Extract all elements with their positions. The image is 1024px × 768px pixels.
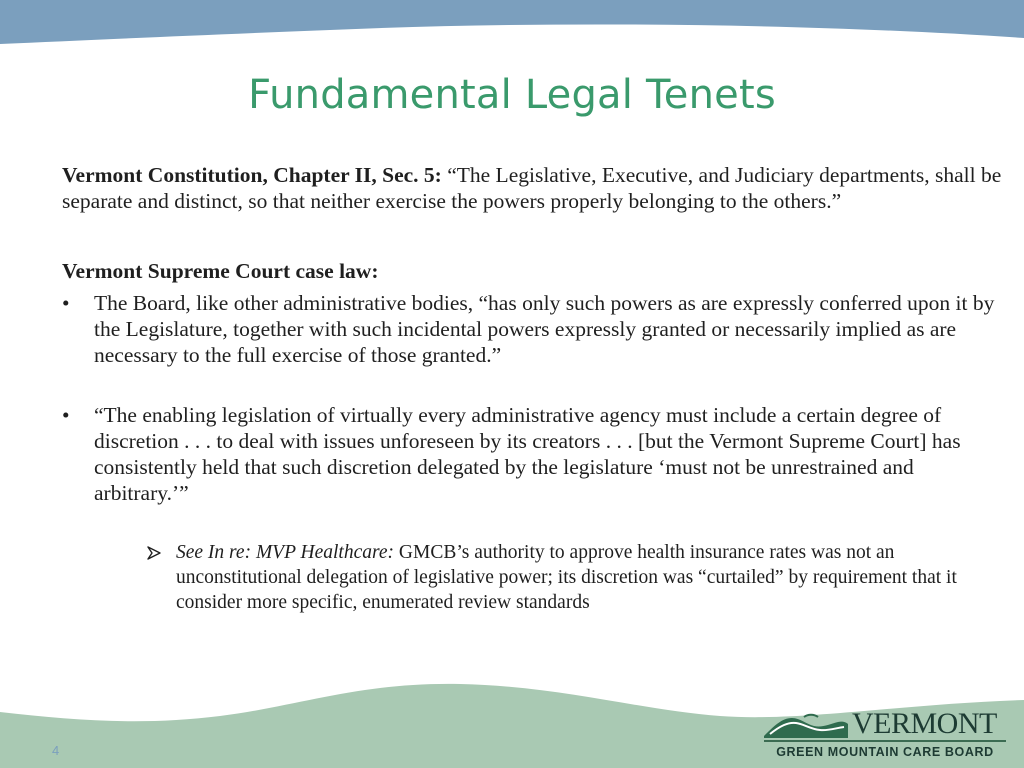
case-law-heading: Vermont Supreme Court case law:	[62, 259, 379, 283]
bullet-marker: •	[62, 291, 70, 315]
page-number: 4	[52, 743, 60, 758]
sub-bullet-item	[146, 540, 1007, 615]
case-citation: See In re: MVP Healthcare:	[176, 542, 395, 563]
mountain-logo-icon	[764, 712, 848, 738]
constitution-quote: “The Legislative, Executive, and Judiciary departments, shall be separate and distinct, so that neither exercise the powers properly belonging to the others.”	[62, 163, 1002, 213]
logo-subtitle: GREEN MOUNTAIN CARE BOARD	[776, 745, 994, 759]
arrow-bullet-icon	[146, 545, 162, 561]
bullet-marker: •	[62, 403, 70, 427]
logo-wordmark: VERMONT	[852, 707, 997, 740]
case-summary: GMCB’s authority to approve health insurance rates was not an unconstitutional delegation of legislative power; its discretion was “curtailed” by requirement that it consider more specific, enumerated review standards	[176, 542, 957, 613]
slide-title: Fundamental Legal Tenets	[248, 72, 776, 118]
bullet-text: The Board, like other administrative bodies, “has only such powers as are expressly conferred upon it by the Legislature, together with such incidental powers expressly granted or necessarily implied as are necessary to the full exercise of those granted.”	[94, 291, 995, 367]
gmcb-logo	[764, 707, 1006, 762]
slide-content	[62, 162, 1007, 615]
constitution-label: Vermont Constitution, Chapter II, Sec. 5:	[62, 163, 442, 187]
constitution-paragraph	[62, 162, 1007, 214]
bullet-item	[62, 290, 1007, 368]
logo-divider	[764, 740, 1006, 742]
bullet-text: “The enabling legislation of virtually every administrative agency must include a certain degree of discretion . . . to deal with issues unforeseen by its creators . . . [but the Vermont Supreme Court] has consistently held that such discretion delegated by the legislature ‘must not be unrestrained and arbitrary.’”	[94, 403, 961, 505]
top-wave-band	[0, 0, 1024, 60]
bullet-item	[62, 402, 1007, 506]
